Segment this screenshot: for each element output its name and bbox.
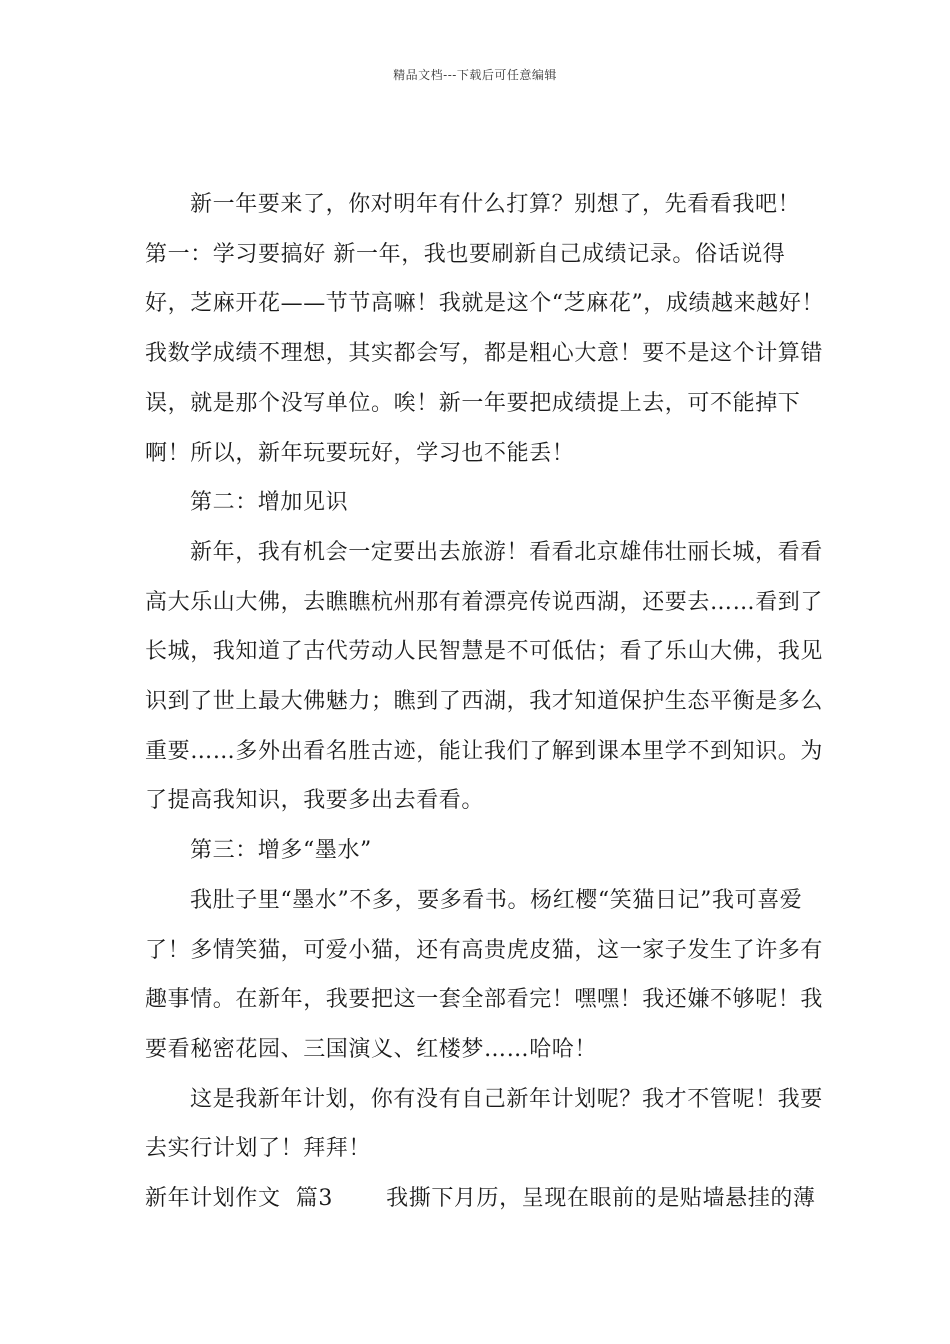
heading-third: 第三：增多“墨水” bbox=[190, 838, 372, 864]
document-body bbox=[145, 180, 825, 1224]
paragraph-travel: 新年，我有机会一定要出去旅游！看看北京雄伟壮丽长城，看看高大乐山大佛，去瞧瞧杭州那有着漂亮传说西湖，还要去……看到了长城，我知道了古代劳动人民智慧是不可低估；看了乐山大佛，我见识到了世上最大佛魅力；瞧到了西湖，我才知道保护生态平衡是多么重要……多外出看名胜古迹，能让我们了解到课本里学不到知识。为了提高我知识，我要多出去看看。 bbox=[145, 539, 824, 814]
page-header: 精品文档---下载后可任意编辑 bbox=[393, 68, 557, 82]
heading-second: 第二：增加见识 bbox=[190, 490, 349, 516]
paragraph-intro: 新一年要来了，你对明年有什么打算？别想了，先看看我吧！ bbox=[190, 192, 801, 217]
paragraph-conclusion: 这是我新年计划，你有没有自己新年计划呢？我才不管呢！我要去实行计划了！拜拜！ bbox=[145, 1086, 823, 1162]
paragraph-next-article: 新年计划作文 篇3 我撕下月历，呈现在眼前的是贴墙悬挂的薄 bbox=[145, 1186, 816, 1212]
paragraph-study: 第一：学习要搞好 新一年，我也要刷新自己成绩记录。俗话说得好，芝麻开花——节节高嘛！我就是这个“芝麻花”，成绩越来越好！我数学成绩不理想，其实都会写，都是粗心大意！要不是这个计算错误，就是那个没写单位。唉！新一年要把成绩提上去，可不能掉下啊！所以，新年玩要玩好，学习也不能丢！ bbox=[145, 241, 825, 466]
paragraph-reading: 我肚子里“墨水”不多，要多看书。杨红樱“笑猫日记”我可喜爱了！多情笑猫，可爱小猫，还有高贵虎皮猫，这一家子发生了许多有趣事情。在新年，我要把这一套全部看完！嘿嘿！我还嫌不够呢！我要看秘密花园、三国演义、红楼梦……哈哈！ bbox=[145, 887, 824, 1062]
